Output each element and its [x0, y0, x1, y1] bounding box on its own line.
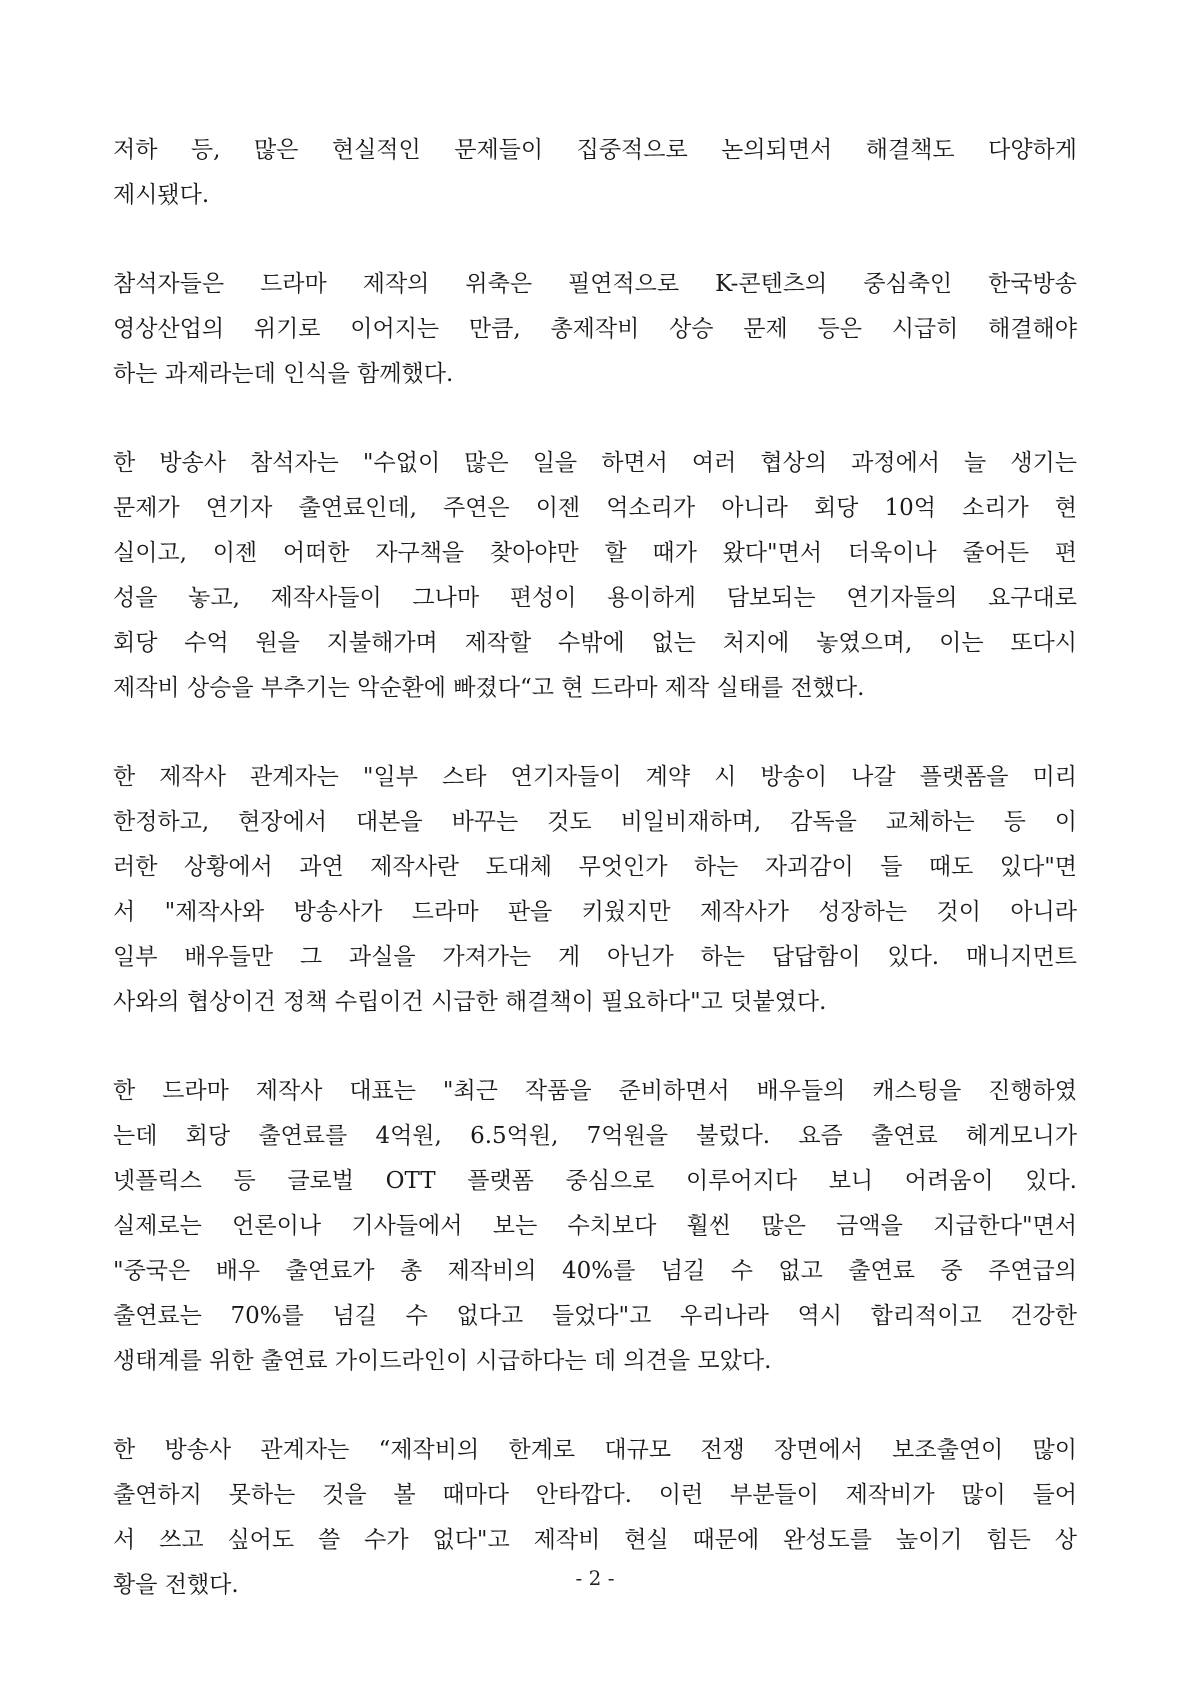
text-line: 회당 수억 원을 지불해가며 제작할 수밖에 없는 처지에 놓였으며, 이는 또다시 [113, 630, 1077, 656]
paragraph-3 [113, 441, 1077, 711]
page-number: - 2 - [575, 1566, 615, 1590]
document-body [113, 128, 1077, 1652]
text-line: 한 방송사 참석자는 "수없이 많은 일을 하면서 여러 협상의 과정에서 늘 생기는 [113, 450, 1077, 476]
text-line: 황을 전했다. [113, 1572, 239, 1598]
text-line: 문제가 연기자 출연료인데, 주연은 이젠 억소리가 아니라 회당 10억 소리가 현 [113, 495, 1077, 521]
text-line: 영상산업의 위기로 이어지는 만큼, 총제작비 상승 문제 등은 시급히 해결해야 [113, 316, 1077, 342]
paragraph-2 [113, 262, 1077, 397]
text-line: 저하 등, 많은 현실적인 문제들이 집중적으로 논의되면서 해결책도 다양하게 [113, 137, 1077, 163]
text-line: 실이고, 이젠 어떠한 자구책을 찾아야만 할 때가 왔다"면서 더욱이나 줄어든 편 [113, 540, 1077, 566]
text-line: 서 쓰고 싶어도 쓸 수가 없다"고 제작비 현실 때문에 완성도를 높이기 힘든 상 [113, 1527, 1077, 1553]
text-line: 사와의 협상이건 정책 수립이건 시급한 해결책이 필요하다"고 덧붙였다. [113, 989, 827, 1015]
text-line: 출연료는 70%를 넘길 수 없다고 들었다"고 우리나라 역시 합리적이고 건강한 [113, 1303, 1077, 1329]
text-line: 출연하지 못하는 것을 볼 때마다 안타깝다. 이런 부분들이 제작비가 많이 들어 [113, 1482, 1077, 1508]
text-line: 서 "제작사와 방송사가 드라마 판을 키웠지만 제작사가 성장하는 것이 아니라 [113, 899, 1077, 925]
paragraph-1 [113, 128, 1077, 218]
text-line: 성을 놓고, 제작사들이 그나마 편성이 용이하게 담보되는 연기자들의 요구대로 [113, 585, 1077, 611]
text-line: 하는 과제라는데 인식을 함께했다. [113, 361, 454, 387]
text-line: 러한 상황에서 과연 제작사란 도대체 무엇인가 하는 자괴감이 들 때도 있다"면 [113, 854, 1077, 880]
text-line: 한 제작사 관계자는 "일부 스타 연기자들이 계약 시 방송이 나갈 플랫폼을 미리 [113, 764, 1077, 790]
text-line: 실제로는 언론이나 기사들에서 보는 수치보다 훨씬 많은 금액을 지급한다"면서 [113, 1213, 1077, 1239]
text-line: 생태계를 위한 출연료 가이드라인이 시급하다는 데 의견을 모았다. [113, 1348, 772, 1374]
text-line: 제작비 상승을 부추기는 악순환에 빠졌다“고 현 드라마 제작 실태를 전했다. [113, 675, 865, 701]
text-line: 제시됐다. [113, 182, 210, 208]
paragraph-4 [113, 755, 1077, 1025]
text-line: 참석자들은 드라마 제작의 위축은 필연적으로 K-콘텐츠의 중심축인 한국방송 [113, 271, 1077, 297]
text-line: 일부 배우들만 그 과실을 가져가는 게 아닌가 하는 답답함이 있다. 매니지먼트 [113, 944, 1077, 970]
text-line: 한정하고, 현장에서 대본을 바꾸는 것도 비일비재하며, 감독을 교체하는 등 이 [113, 809, 1077, 835]
text-line: "중국은 배우 출연료가 총 제작비의 40%를 넘길 수 없고 출연료 중 주연급의 [113, 1258, 1077, 1284]
text-line: 넷플릭스 등 글로벌 OTT 플랫폼 중심으로 이루어지다 보니 어려움이 있다. [113, 1168, 1077, 1194]
text-line: 는데 회당 출연료를 4억원, 6.5억원, 7억원을 불렀다. 요즘 출연료 헤게모니가 [113, 1123, 1077, 1149]
text-line: 한 드라마 제작사 대표는 "최근 작품을 준비하면서 배우들의 캐스팅을 진행하였 [113, 1078, 1077, 1104]
paragraph-5 [113, 1069, 1077, 1384]
text-line: 한 방송사 관계자는 “제작비의 한계로 대규모 전쟁 장면에서 보조출연이 많이 [113, 1437, 1077, 1463]
